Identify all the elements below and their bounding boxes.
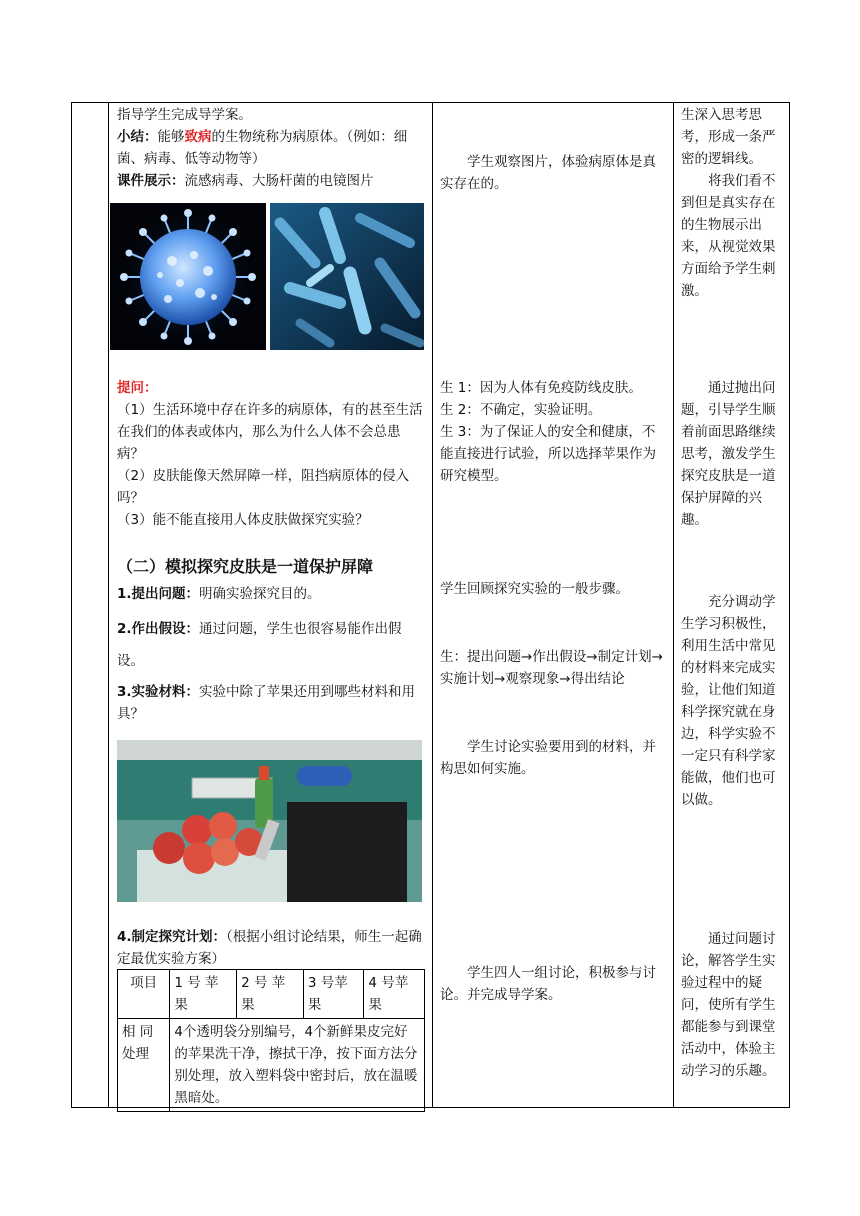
guide-line: 指导学生完成导学案。: [117, 107, 252, 123]
teaching-content-column: [117, 104, 427, 192]
student-activity-5: 学生讨论实验要用到的材料，并构思如何实施。: [440, 739, 656, 777]
experiment-plan-table: [117, 969, 425, 1112]
summary-label: 小结：: [117, 129, 158, 145]
table-border-col1: [108, 102, 109, 1108]
step-1: 1.提出问题：明确实验探究目的。: [117, 586, 321, 602]
step-4: 4.制定探究计划：（根据小组讨论结果，师生一起确定最优实验方案）: [117, 929, 422, 967]
question-block: [117, 377, 427, 531]
student-activity-2: 生 1：因为人体有免疫防线皮肤。 生 2：不确定，实验证明。 生 3：为了保证人的安全和健康，不能直接进行试验，所以选择苹果作为研究模型。: [440, 380, 656, 484]
plan-row-text: 4个透明袋分别编号，4个新鲜果皮完好的苹果洗干净，擦拭干净，按下面方法分别处理，放入塑料袋中密封后，放在温暖黑暗处。: [170, 1019, 425, 1112]
plan-block: [117, 926, 427, 970]
plan-table-row: [118, 1019, 425, 1112]
plan-header-item: 项目: [118, 970, 170, 1019]
plan-table-header-row: [118, 970, 425, 1019]
design-intent-4: 通过问题讨论，解答学生实验过程中的疑问，使所有学生都能参与到课堂活动中，体验主动学习的乐趣。: [681, 931, 776, 1079]
courseware-paragraph: 课件展示：流感病毒、大肠杆菌的电镜图片: [117, 173, 374, 189]
courseware-label: 课件展示：: [117, 173, 185, 189]
design-intent-2: 通过抛出问题，引导学生顺着前面思路继续思考，激发学生探究皮肤是一道保护屏障的兴趣。: [681, 380, 776, 528]
table-border-left: [71, 102, 72, 1108]
question-label: 提问：: [117, 380, 158, 396]
summary-paragraph: 小结：能够致病的生物统称为病原体。（例如：细菌、病毒、低等动物等）: [117, 129, 408, 167]
table-border-col2: [432, 102, 433, 1108]
plan-header-apple-3: 3 号苹果: [303, 970, 364, 1019]
question-2: （2）皮肤能像天然屏障一样，阻挡病原体的侵入吗？: [117, 468, 410, 506]
table-border-top: [71, 102, 790, 103]
question-1: （1）生活环境中存在许多的病原体，有的甚至生活在我们的体表或体内，那么为什么人体不会总患病？: [117, 402, 423, 462]
student-activity-1: 学生观察图片，体验病原体是真实存在的。: [440, 154, 656, 192]
student-activity-3: 学生回顾探究实验的一般步骤。: [440, 581, 629, 597]
plan-row-label: 相 同 处理: [118, 1019, 170, 1112]
design-intent-3: 充分调动学生学习积极性，利用生活中常见的材料来完成实验，让他们知道科学探究就在身边，科学实验不一定只有科学家能做，他们也可以做。: [681, 594, 776, 808]
student-activity-4: 生：提出问题→作出假设→制定计划→实施计划→观察现象→得出结论: [440, 649, 663, 687]
step-2: 2.作出假设：通过问题，学生也很容易能作出假设。: [117, 621, 402, 669]
plan-header-apple-4: 4 号苹果: [364, 970, 425, 1019]
plan-header-apple-2: 2 号 苹 果: [237, 970, 304, 1019]
design-intent-1: 生深入思考思考，形成一条严密的逻辑线。 将我们看不到但是真实存在的生物展示出来，从视觉效果方面给予学生刺激。: [681, 107, 776, 299]
summary-highlight: 致病: [184, 129, 212, 145]
section-title: （二）模拟探究皮肤是一道保护屏障: [117, 557, 374, 576]
student-activity-6: 学生四人一组讨论，积极参与讨论。并完成导学案。: [440, 965, 656, 1003]
table-border-right: [789, 102, 790, 1108]
influenza-virus-image: [110, 203, 266, 350]
table-border-col3: [673, 102, 674, 1108]
plan-header-apple-1: 1 号 苹 果: [170, 970, 237, 1019]
step-3: 3.实验材料：实验中除了苹果还用到哪些材料和用具？: [117, 684, 416, 722]
section-block: [117, 555, 427, 725]
e-coli-bacteria-image: [270, 203, 424, 350]
experiment-materials-photo: [117, 740, 422, 902]
question-3: （3）能不能直接用人体皮肤做探究实验？: [117, 512, 369, 528]
